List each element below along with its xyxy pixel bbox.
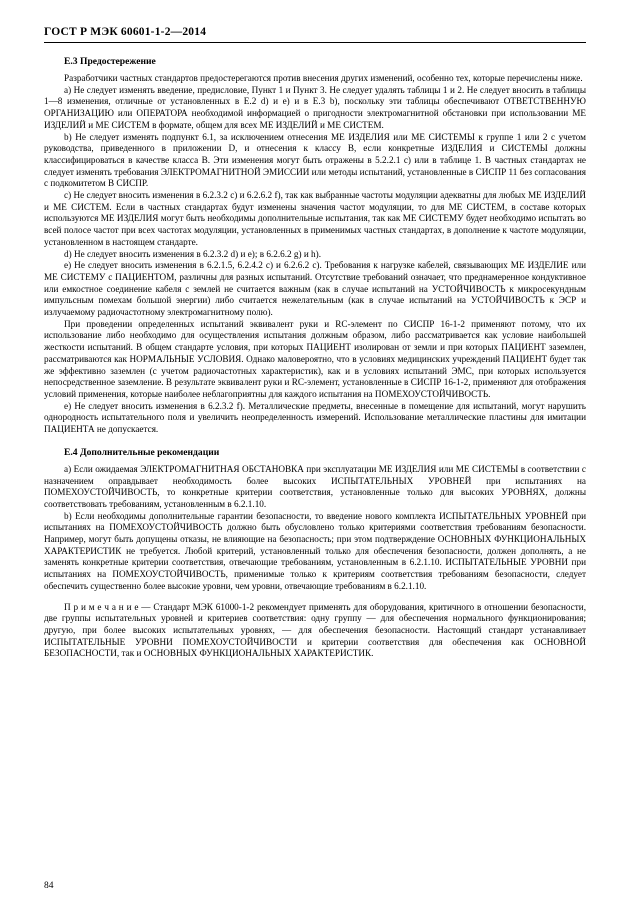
paragraph-e4-a: а) Если ожидаемая ЭЛЕКТРОМАГНИТНАЯ ОБСТАНОВКА при эксплуатации МЕ ИЗДЕЛИЯ или МЕ СИСТЕМЫ в соответствии с назначением оправдывает необходимость более высоких ИСПЫТАТЕЛЬНЫХ УРОВНЕЙ при испытаниях на ПОМЕХОУСТОЙЧИВОСТЬ, то конкретные критерии соответствия, установленные только для высоких УРОВНЯХ, должны соответствовать требованиям, установленным в 6.2.1.10. <box>44 463 586 509</box>
paragraph-e4-b: b) Если необходимы дополнительные гарантии безопасности, то введение нового комплекта ИСПЫТАТЕЛЬНЫХ УРОВНЕЙ при испытаниях на ПОМЕХОУСТОЙЧИВОСТЬ должно быть обусловлено только критериями соответствия требованиям безопасности. Например, могут быть допущены отказы, не влияющие на безопасность; при этом подтверждение ОСНОВНЫХ ФУНКЦИОНАЛЬНЫХ ХАРАКТЕРИСТИК не требуется. Любой критерий, установленный только для обеспечения безопасности, должен дополнять, а не заменять конкретные критерии соответствия, отвечающие требованиям, установленным в 6.2.1.10. ИСПЫТАТЕЛЬНЫЕ УРОВНИ при испытаниях на ПОМЕХОУСТОЙЧИВОСТЬ, применимые только к критериям соответствия требованиям безопасности, следует обеспечить существенно более высокие уровни, чем уровни, отвечающие требованиям в 6.2.1.10. <box>44 510 586 591</box>
paragraph-e3-hand-equivalent: При проведении определенных испытаний эквивалент руки и RC-элемент по СИСПР 16-1-2 применяют потому, что их использование либо необходимо для осуществления испытания должным образом, либо рассматривается как условие наибольшей жесткости испытаний. В общем стандарте условия, при которых ПАЦИЕНТ изолирован от земли и при которых ПАЦИЕНТ заземлен, рассматриваются как НОРМАЛЬНЫЕ УСЛОВИЯ. Однако маловероятно, что в условиях медицинских учреждений ПАЦИЕНТ будет так же эффективно заземлен (с учетом радиочастотных характеристик), как и в условиях испытаний ЭМС, при которых используется непосредственное заземление. В результате эквивалент руки и RC-элемент, установленные в СИСПР 16-1-2, применяют для отображения условий применения, которые наиболее неблагоприятны для каждого испытания на ПОМЕХОУСТОЙЧИВОСТЬ. <box>44 318 586 399</box>
paragraph-e3-c: с) Не следует вносить изменения в 6.2.3.2 с) и 6.2.6.2 f), так как выбранные частоты модуляции адекватны для любых МЕ ИЗДЕЛИЙ и МЕ СИСТЕМ. Если в частных стандартах будут изменены значения частот модуляции, то для МЕ СИСТЕМ, в составе которых используются МЕ ИЗДЕЛИЯ могут быть необходимы дополнительные испытания, так как МЕ СИСТЕМУ будет необходимо испытать во всей полосе частот при всех частотах модуляции, установленных в применимых частных стандартах, в дополнение к частоте модуляции, установленном в настоящем стандарте. <box>44 190 586 247</box>
paragraph-e3-b: b) Не следует изменять подпункт 6.1, за исключением отнесения МЕ ИЗДЕЛИЯ или МЕ СИСТЕМЫ к группе 1 или 2 с учетом руководства, приведенного в приложении D, и отнесения к классу В, если конкретные ИЗДЕЛИЯ и СИСТЕМЫ должны классифицироваться в качестве класса В. Эти изменения могут быть отражены в 5.2.2.1 с) или в таблице 1. В частных стандартах не следует изменять требования ЭЛЕКТРОМАГНИТНОЙ ЭМИССИИ или методы испытаний, установленные в СИСПР 11 без согласования с подкомитетом В СИСПР. <box>44 131 586 189</box>
paragraph-e3-d: d) Не следует вносить изменения в 6.2.3.2 d) и е); в 6.2.6.2 g) и h). <box>64 248 322 259</box>
paragraph-e3-f: е) Не следует вносить изменения в 6.2.3.2 f). Металлические предметы, внесенные в помещение для испытаний, могут нарушить однородность испытательного поля и увеличить неопределенность измерений. Использование металлические пластины для имитации ПАЦИЕНТА не допускается. <box>44 400 586 435</box>
page-number: 84 <box>44 881 54 891</box>
note-iec-61000-1-2: П р и м е ч а н и е — Стандарт МЭК 61000-1-2 рекомендует применять для оборудования, критичного в отношении безопасности, две группы испытательных уровней и критериев соответствия: одну группу — для обеспечения нормального функционирования; другую, при более высоких испытательных уровнях, — для обеспечения безопасности. Настоящий стандарт устанавливает ИСПЫТАТЕЛЬНЫЕ УРОВНИ ПОМЕХОУСТОЙЧИВОСТИ и критерии соответствия для обеспечения как ОСНОВНОЙ БЕЗОПАСНОСТИ, так и ОСНОВНЫХ ФУНКЦИОНАЛЬНЫХ ХАРАКТЕРИСТИК. <box>44 601 586 659</box>
paragraph-e3-a: а) Не следует изменять введение, предисловие, Пункт 1 и Пункт 3. Не следует удалять таблицы 1 и 2. Не следует вносить в таблицы 1—8 изменения, отличные от установленных в Е.2 d) и е) и в Е.3 b), поскольку эти таблицы обеспечивают ОТВЕТСТВЕННУЮ ОРГАНИЗАЦИЮ или ОПЕРАТОРА необходимой информацией о пригодности электромагнитной обстановки при использовании МЕ ИЗДЕЛИЙ и МЕ СИСТЕМ в формате, общем для всех МЕ ИЗДЕЛИЙ и МЕ СИСТЕМ. <box>44 84 586 130</box>
page-header: ГОСТ Р МЭК 60601-1-2—2014 <box>44 26 207 38</box>
section-heading-e4: Е.4 Дополнительные рекомендации <box>64 446 220 458</box>
section-heading-e3: Е.3 Предостережение <box>64 56 156 67</box>
header-divider <box>44 42 586 43</box>
paragraph-e3-e: е) Не следует вносить изменения в 6.2.1.5, 6.2.4.2 с) и 6.2.6.2 с). Требования к нагрузке кабелей, связывающих МЕ ИЗДЕЛИЕ или МЕ СИСТЕМУ с ПАЦИЕНТОМ, различны для разных испытаний. Отсутствие требований означает, что преднамеренное кондуктивное или емкостное соединение кабеля с землей не считается важным (как в случае испытаний на УСТОЙЧИВОСТЬ к микросекундным импульсным помехам большой энергии) либо считается нежелательным (как в случае испытаний на УСТОЙЧИВОСТЬ к ЭСР и излучаемому радиочастотному электромагнитному полю). <box>44 260 586 318</box>
paragraph-e3-intro: Разработчики частных стандартов предостерегаются против внесения других изменений, особенно тех, которые перечислены ниже. <box>64 73 583 83</box>
